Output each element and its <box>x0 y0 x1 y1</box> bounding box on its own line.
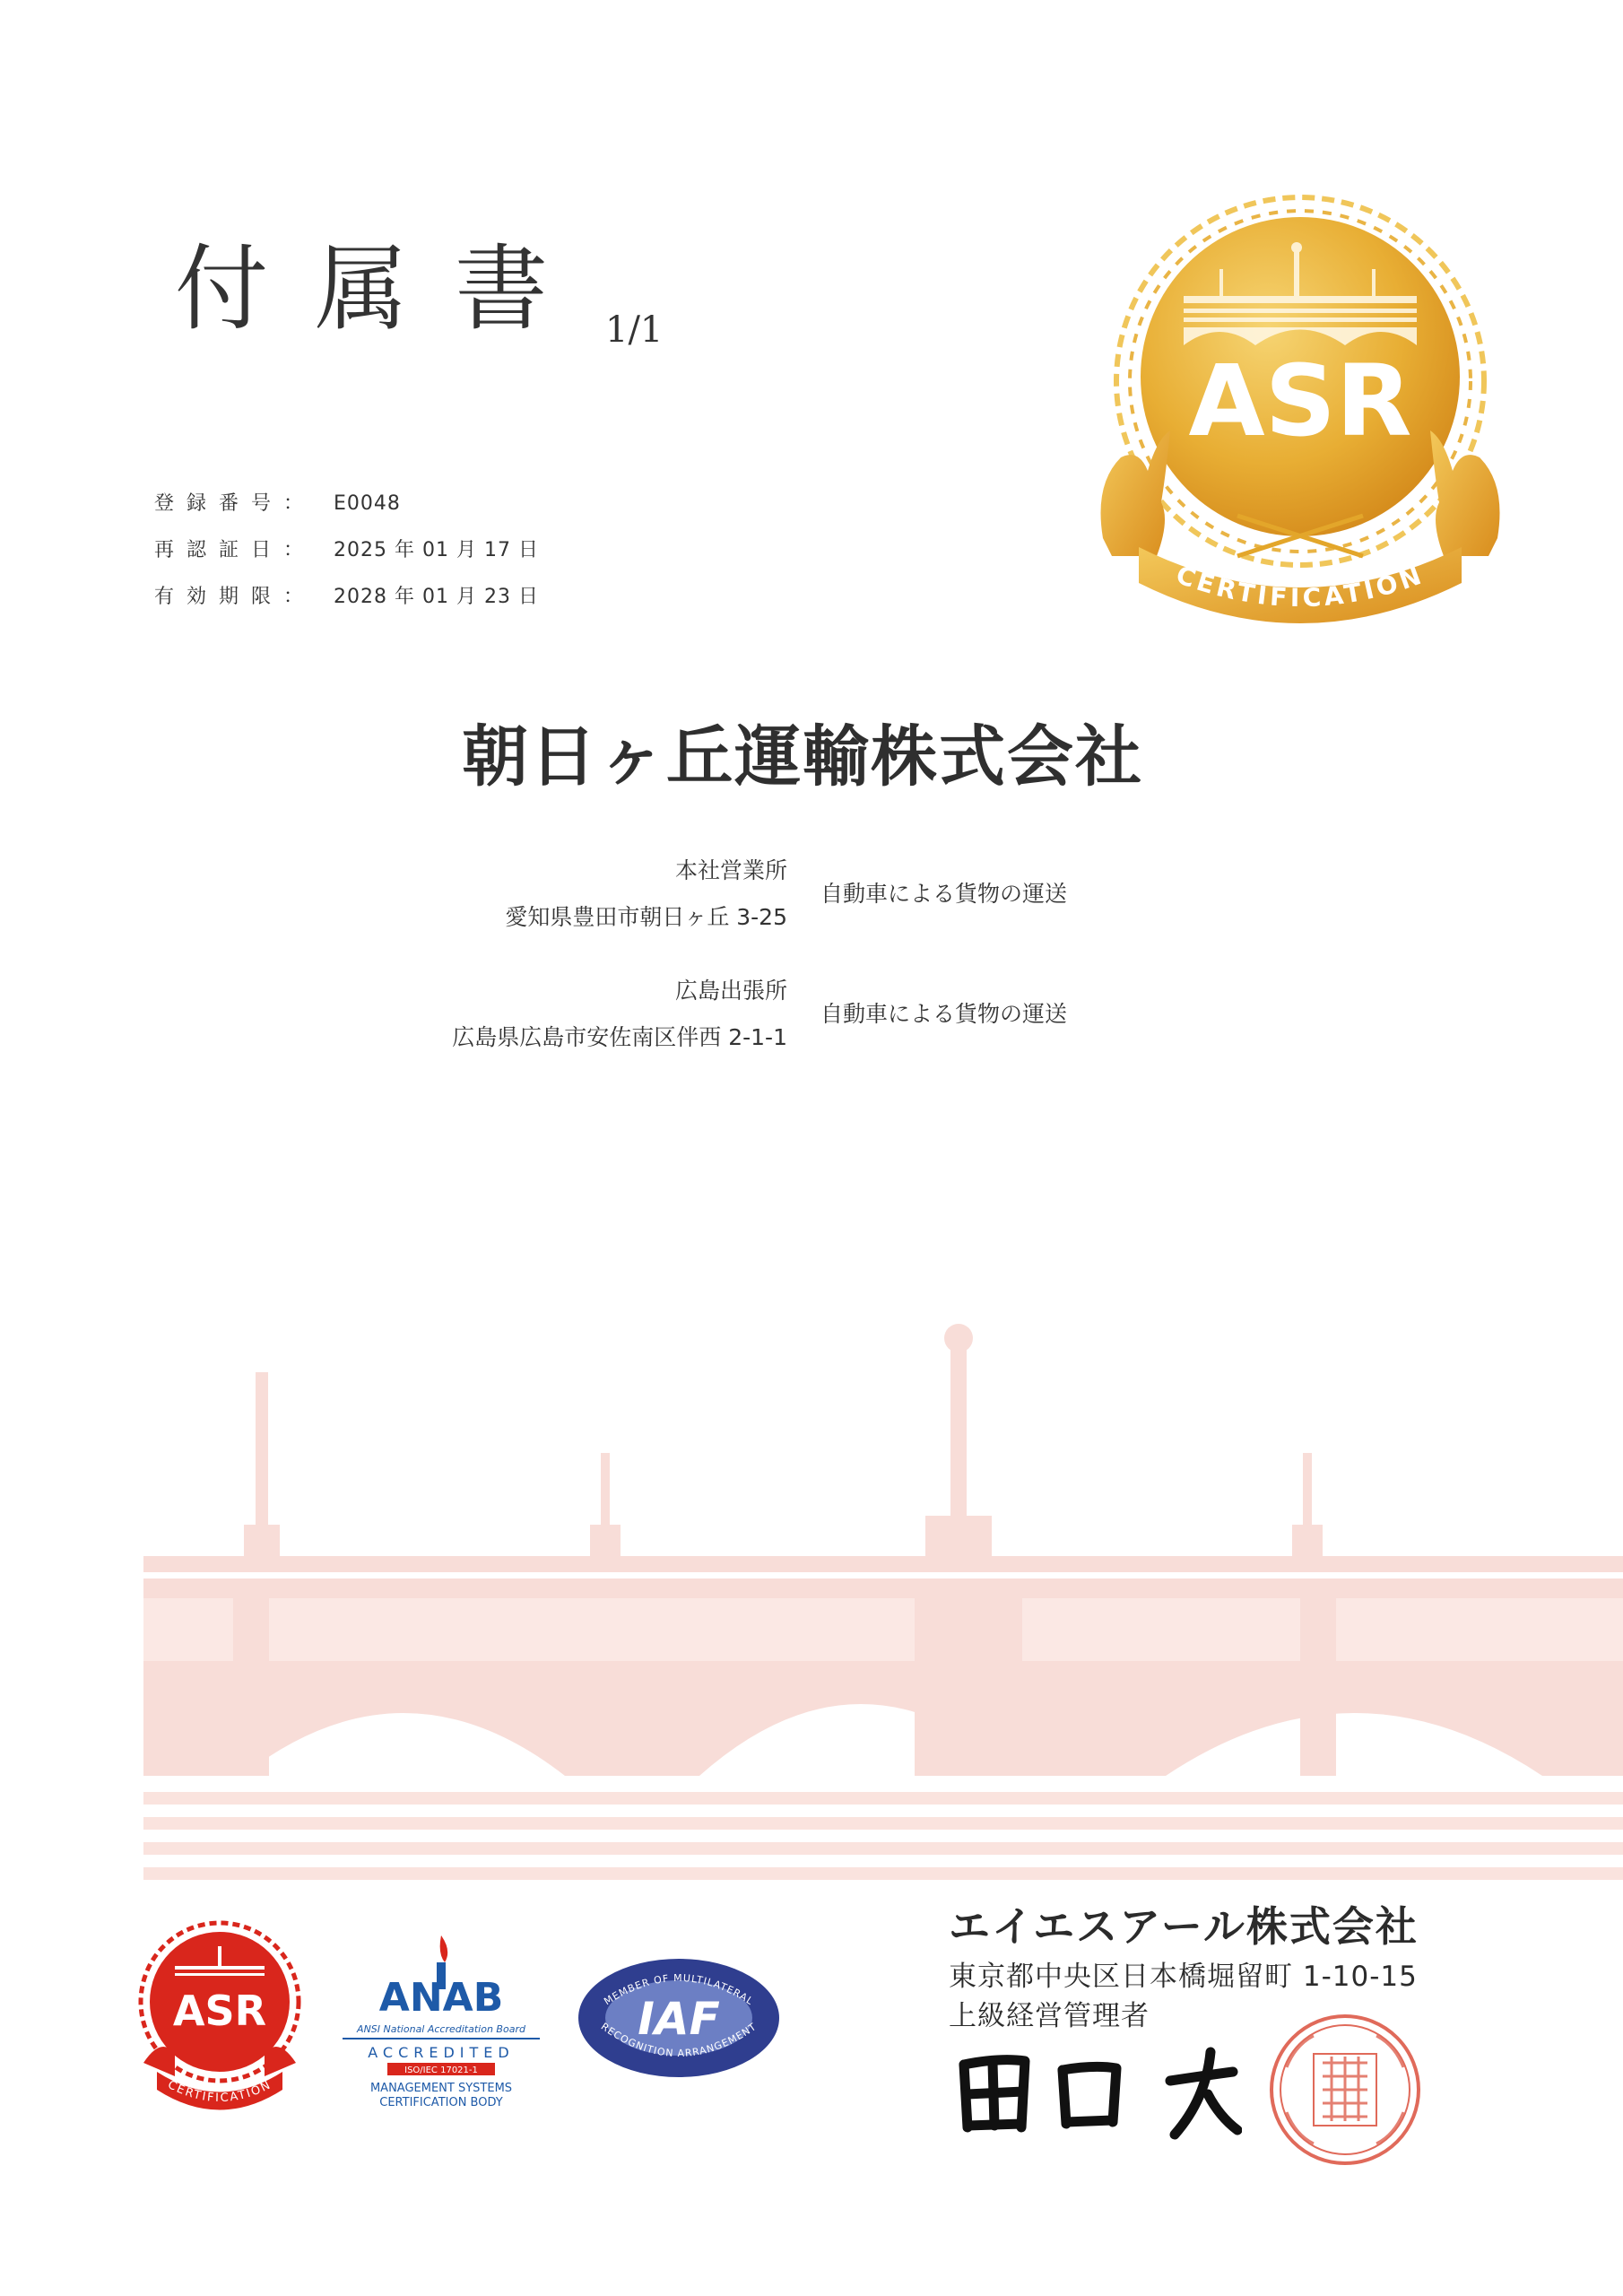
expiry-label: 有効期限： <box>154 586 317 608</box>
issuer-address: 東京都中央区日本橋堀留町 1-10-15 <box>949 1961 1418 1993</box>
recertification-label: 再認証日： <box>154 539 317 561</box>
site-name: 本社営業所 <box>674 857 787 883</box>
bridge-watermark <box>143 1309 1623 1883</box>
site-scope: 自動車による貨物の運送 <box>820 1001 1068 1027</box>
anab-text: ANAB <box>378 1975 504 2021</box>
asr-logo <box>135 1919 305 2117</box>
issuer-name: エイエスアール株式会社 <box>949 1902 1419 1951</box>
registration-row <box>154 488 401 516</box>
iaf-logo <box>574 1955 785 2081</box>
site-scope: 自動車による貨物の運送 <box>820 881 1068 907</box>
company-name: 朝日ヶ丘運輸株式会社 <box>462 718 1143 796</box>
site-address: 愛知県豊田市朝日ヶ丘 3-25 <box>505 904 787 930</box>
recertification-row <box>154 535 539 562</box>
anab-mgmt-line2: CERTIFICATION BODY <box>379 2096 503 2109</box>
handwritten-signature <box>955 2045 1242 2144</box>
expiry-value: 2028 年 01 月 23 日 <box>334 586 539 608</box>
iaf-ring-top: MEMBER OF MULTILATERAL <box>602 1971 756 2008</box>
site-name: 広島出張所 <box>674 978 787 1004</box>
issuer-title: 上級経営管理者 <box>949 2000 1150 2032</box>
recertification-value: 2025 年 01 月 17 日 <box>334 539 539 561</box>
anab-accredited: ACCREDITED <box>368 2044 515 2061</box>
registration-label: 登録番号： <box>154 492 317 515</box>
anab-logo <box>334 1928 549 2117</box>
anab-iso: ISO/IEC 17021-1 <box>404 2066 478 2075</box>
asr-logo-ribbon: CERTIFICATION <box>165 2078 274 2106</box>
site-address: 広島県広島市安佐南区伴西 2-1-1 <box>452 1024 787 1050</box>
asr-logo-text: ASR <box>172 1987 267 2035</box>
expiry-row <box>154 581 539 609</box>
page-indicator: 1/1 <box>605 309 664 351</box>
iaf-ring-bottom: RECOGNITION ARRANGEMENT <box>598 2020 759 2060</box>
document-title: 付属書 <box>175 234 595 344</box>
flame-icon <box>440 1935 448 1962</box>
iaf-text: IAF <box>638 1993 720 2045</box>
anab-mgmt-line1: MANAGEMENT SYSTEMS <box>369 2082 513 2095</box>
seal-ribbon-text: CERTIFICATION <box>1172 559 1428 613</box>
asr-certification-seal <box>1085 161 1515 646</box>
company-seal-stamp <box>1260 2005 1430 2175</box>
seal-text: ASR <box>1188 344 1412 458</box>
anab-subtitle: ANSI National Accreditation Board <box>357 2023 525 2035</box>
registration-value: E0048 <box>334 492 401 515</box>
